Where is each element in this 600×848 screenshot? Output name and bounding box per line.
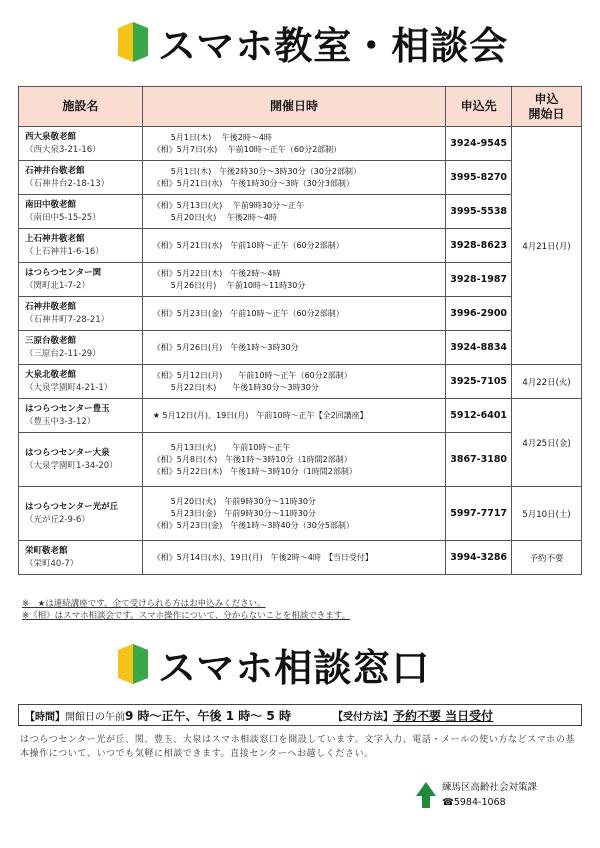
header-start: 申込 開始日 [512,87,582,127]
page-title-schedule [118,14,508,70]
phone-cell: 5997-7717 [446,487,512,541]
table-row [19,263,582,297]
date-line: 5月20日(火) 午後2時～4時 [170,212,277,222]
facility-name: 三原台敬老館 [25,335,77,346]
date-line: 《相》5月13日(火) 午前9時30分～正午 [152,200,305,210]
header-date: 開催日時 [142,87,445,127]
info-box [18,704,582,726]
facility-address: （光が丘2-9-6） [25,514,90,525]
date-line: 《相》5月12日(月) 午前10時～正午（60分2部制） [152,370,352,380]
table-row [19,127,582,161]
start-date-cell: 予約不要 [512,541,582,575]
date-cell [142,365,445,399]
facility-name: はつらつセンター関 [25,267,102,278]
phone-cell: 3994-3286 [446,541,512,575]
footer-phone: ☎5984-1068 [442,797,506,808]
table-row [19,399,582,433]
table-row [19,297,582,331]
header-phone: 申込先 [446,87,512,127]
facility-address: （南田中5-15-25） [25,212,101,223]
facility-cell [19,127,143,161]
table-row [19,229,582,263]
facility-name: 西大泉敬老館 [25,131,77,142]
title-text: スマホ教室・相談会 [158,23,509,68]
date-line: 5月13日(火) 午前10時～正午 [170,442,291,452]
date-line: 5月22日(木) 午後1時30分～3時30分 [170,382,319,392]
facility-cell [19,399,143,433]
method-label: 【受付方法】 [332,711,393,723]
facility-name: 大泉北敬老館 [25,369,77,380]
date-line: 《相》5月21日(水) 午後1時30分～3時（30分3部制） [152,178,354,188]
facility-cell [19,541,143,575]
phone-cell: 3928-8623 [446,229,512,263]
date-line: 5月20日(火) 午前9時30分～11時30分 [170,496,316,506]
facility-cell [19,263,143,297]
page-title-consultation [118,636,430,692]
date-line: 5月23日(金) 午前9時30分～11時30分 [170,508,316,518]
facility-name: はつらつセンター大泉 [25,447,110,458]
header-facility: 施設名 [19,87,143,127]
facility-cell [19,195,143,229]
date-line: ★ 5月12日(月)、19日(月) 午前10時～正午【全2回講座】 [152,410,368,420]
time-hours: 9 時～正午、午後 1 時～ 5 時 [125,708,291,723]
notes [22,598,350,622]
phone-cell: 3995-5538 [446,195,512,229]
facility-address: （西大泉3-21-16） [25,144,101,155]
facility-address: （豊玉中3-3-12） [25,416,96,427]
start-date-cell: 4月21日(月) [512,127,582,365]
note-line: ※《相》はスマホ相談会です。スマホ操作について、分からないことを相談できます。 [22,611,351,621]
facility-name: 石神井台敬老館 [25,165,85,176]
facility-name: 南田中敬老館 [25,199,77,210]
date-cell [142,541,445,575]
phone-cell: 3924-8834 [446,331,512,365]
table-row [19,195,582,229]
date-cell [142,331,445,365]
date-cell [142,399,445,433]
facility-name: 石神井敬老館 [25,301,77,312]
date-cell [142,297,445,331]
date-cell [142,487,445,541]
phone-cell: 3996-2900 [446,297,512,331]
time-label: 【時間】 [25,711,65,723]
date-cell [142,127,445,161]
date-line: 《相》5月26日(月) 午後1時～3時30分 [152,342,299,352]
date-line: 《相》5月8日(木) 午後1時～3時10分（1時間2部制） [152,454,352,464]
date-cell [142,229,445,263]
description: はつらつセンター光が丘、関、豊玉、大泉はスマホ相談窓口を開設しています。文字入力、電話・メールの使い方などスマホの基本操作について、いつでも気軽に相談できます。直接センターへお越しください。 [20,735,576,759]
facility-address: （石神井台2-18-13） [25,178,110,189]
phone-cell: 3924-9545 [446,127,512,161]
note-line: ※ ★は連続講座です。全て受けられる方はお申込みください。 [22,599,266,609]
facility-cell [19,433,143,487]
date-line: 《相》5月23日(金) 午後1時～3時40分（30分5部制） [152,520,354,530]
facility-name: 上石神井敬老館 [25,233,85,244]
start-date-cell: 4月22日(火) [512,365,582,399]
facility-cell [19,229,143,263]
table-row [19,161,582,195]
date-line: 《相》5月23日(金) 午前10時～正午（60分2部制） [152,308,344,318]
beginner-mark-icon [118,644,148,684]
date-line: 《相》5月22日(木) 午後2時～4時 [152,268,281,278]
phone-cell: 3995-8270 [446,161,512,195]
date-line: 《相》5月21日(水) 午前10時～正午（60分2部制） [152,240,344,250]
table-row [19,365,582,399]
method-text: 予約不要 当日受付 [392,708,494,723]
date-line: 5月1日(木) 午後2時～4時 [170,132,272,142]
date-cell [142,195,445,229]
facility-cell [19,487,143,541]
start-date-cell: 4月25日(金) [512,399,582,487]
facility-address: （関町北1-7-2） [25,280,90,291]
nerima-logo-icon [416,782,436,808]
title-text: スマホ相談窓口 [158,645,431,690]
date-line: 《相》5月7日(水) 午前10時～正午（60分2部制） [152,144,342,154]
facility-address: （三原台2-11-29） [25,348,101,359]
schedule-table [18,86,582,575]
table-row [19,331,582,365]
phone-cell: 3867-3180 [446,433,512,487]
table-row [19,433,582,487]
facility-cell [19,297,143,331]
date-line: 《相》5月22日(木) 午後1時～3時10分（1時間2部制） [152,466,357,476]
date-line: 5月1日(木) 午後2時30分～3時30分（30分2部制） [170,166,361,176]
phone-cell: 5912-6401 [446,399,512,433]
date-cell [142,263,445,297]
table-row [19,487,582,541]
facility-name: はつらつセンター豊玉 [25,403,110,414]
date-line: 《相》5月14日(水)、19日(月) 午後2時～4時 【当日受付】 [152,552,373,562]
time-text: 開館日の午前 [65,711,125,723]
footer [416,780,537,810]
date-cell [142,433,445,487]
facility-cell [19,161,143,195]
table-header-row [19,87,582,127]
phone-cell: 3925-7105 [446,365,512,399]
facility-address: （栄町40-7） [25,558,79,569]
phone-cell: 3928-1987 [446,263,512,297]
facility-name: はつらつセンター光が丘 [25,501,119,512]
facility-cell [19,331,143,365]
table-row [19,541,582,575]
facility-address: （大泉学園町1-34-20） [25,460,118,471]
date-line: 5月26日(月) 午前10時～11時30分 [170,280,306,290]
beginner-mark-icon [118,22,148,62]
facility-name: 栄町敬老館 [25,545,68,556]
footer-dept: 練馬区高齢社会対策課 [442,782,538,793]
date-cell [142,161,445,195]
facility-cell [19,365,143,399]
facility-address: （上石神井1-6-16） [25,246,104,257]
facility-address: （石神井町7-28-21） [25,314,110,325]
start-date-cell: 5月10日(土) [512,487,582,541]
facility-address: （大泉学園町4-21-1） [25,382,113,393]
